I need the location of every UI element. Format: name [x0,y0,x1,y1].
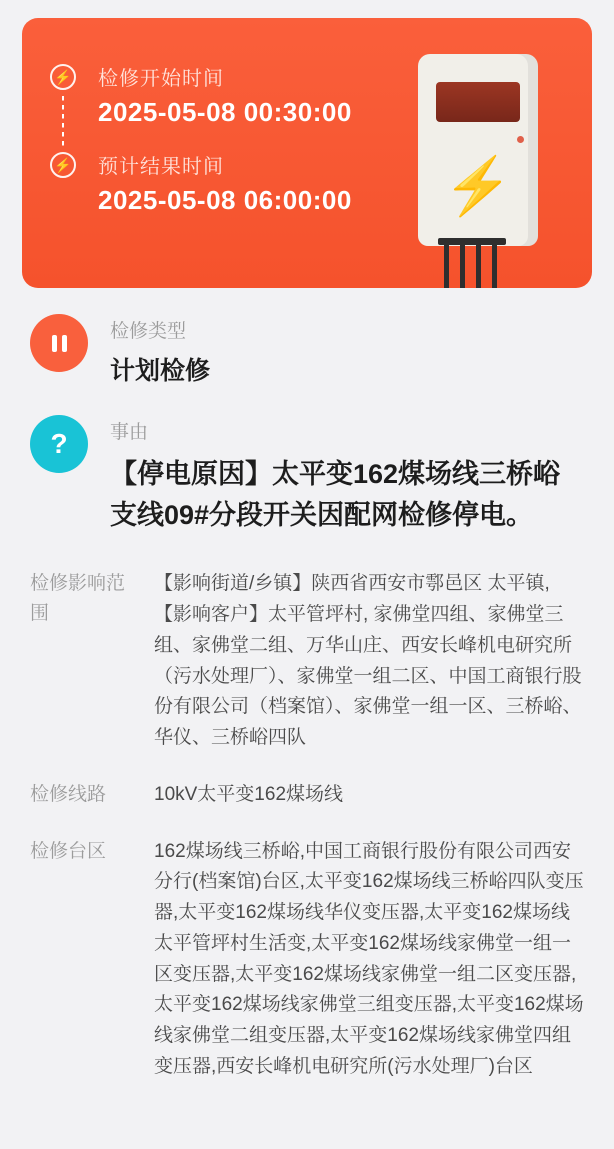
maintenance-line-row [30,780,584,811]
pipe [444,244,449,288]
start-time-value: 2025-05-08 00:30:00 [98,97,352,127]
bolt-icon: ⚡ [50,152,76,178]
maintenance-type-value: 计划检修 [110,357,211,385]
time-list [50,62,380,216]
end-time-value: 2025-05-08 06:00:00 [98,185,352,215]
reason-row [30,415,584,535]
affected-scope-row [30,569,584,754]
maintenance-type-row [30,314,584,389]
end-time-label: 预计结果时间 [98,156,224,178]
meter-bolt-icon: ⚡ [443,154,513,217]
affected-scope-value: 【影响街道/乡镇】陕西省西安市鄠邑区 太平镇, 【影响客户】太平管坪村, 家佛堂四组、家佛堂三组、家佛堂二组、万华山庄、西安长峰机电研究所（污水处理厂）、家佛堂一组二区、中国工商银行股份有限公司（档案馆）、家佛堂一组一区、三桥峪、华仪、三桥峪四队 [154,573,582,749]
dotted-connector [62,96,64,150]
start-time-block [50,62,380,128]
summary-section [0,288,614,535]
reason-text [110,415,584,535]
maintenance-type-label: 检修类型 [110,321,187,342]
reason-label: 事由 [110,422,149,444]
meter-screen [436,82,520,122]
bolt-icon: ⚡ [50,64,76,90]
maintenance-type-text [110,314,584,389]
meter-pipes [438,244,514,288]
question-mark-icon: ? [30,415,88,473]
electric-meter-icon [410,54,550,246]
maintenance-line-label: 检修线路 [30,783,107,805]
maintenance-area-label: 检修台区 [30,840,107,862]
meter-indicator-dot [517,136,524,143]
meter-body [418,54,538,246]
pipe [460,244,465,288]
pipe [492,244,497,288]
maintenance-line-value: 10kV太平变162煤场线 [154,783,344,805]
affected-scope-label: 检修影响范围 [30,573,126,624]
end-time-block [50,150,380,216]
maintenance-area-value: 162煤场线三桥峪,中国工商银行股份有限公司西安分行(档案馆)台区,太平变162煤场线三桥峪四队变压器,太平变162煤场线华仪变压器,太平变162煤场线太平管坪村生活变,太平变162煤场线家佛堂一组一区变压器,太平变162煤场线家佛堂一组二区变压器,太平变162煤场线家佛堂三组变压器,太平变162煤场线家佛堂二组变压器,太平变162煤场线家佛堂四组变压器,西安长峰机电研究所(污水处理厂)台区 [154,840,584,1077]
start-time-label: 检修开始时间 [98,68,224,90]
maintenance-area-row [30,837,584,1083]
maintenance-time-card [22,18,592,288]
reason-value: 【停电原因】太平变162煤场线三桥峪支线09#分段开关因配网检修停电。 [110,459,561,530]
hero-section [0,0,614,288]
pause-icon [30,314,88,372]
pipe [476,244,481,288]
detail-section [0,561,614,1148]
